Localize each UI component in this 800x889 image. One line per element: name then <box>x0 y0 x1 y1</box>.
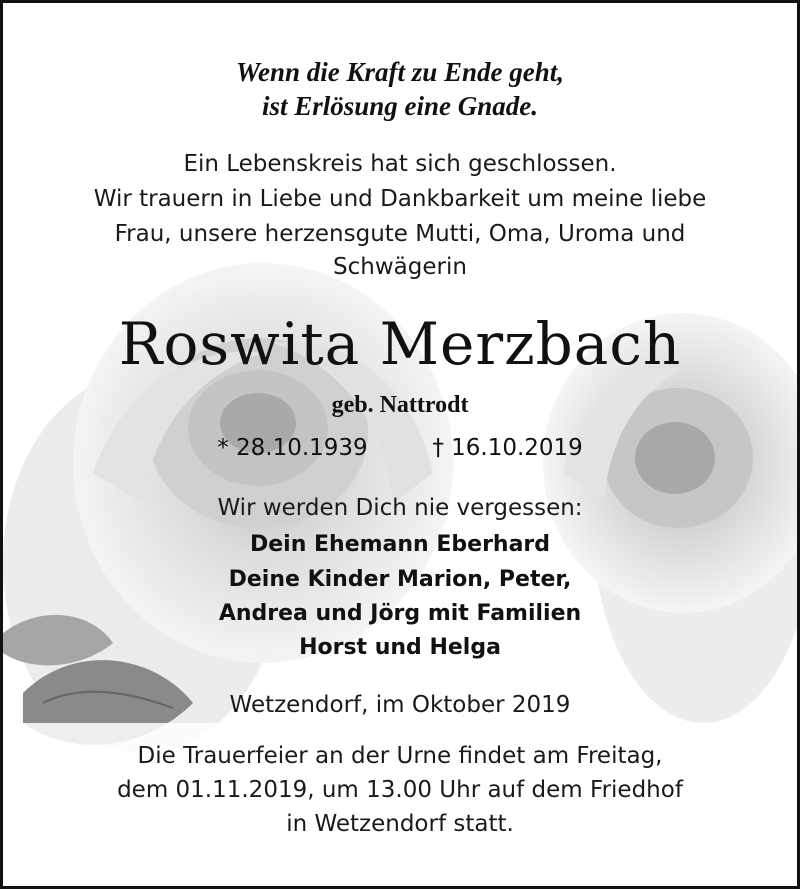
life-dates <box>3 433 797 463</box>
death-date: † 16.10.2019 <box>432 435 583 461</box>
funeral-line-1: Die Trauerfeier an der Urne findet am Freitag, <box>137 743 663 769</box>
mourner-line-1: Dein Ehemann Eberhard <box>249 532 551 557</box>
maiden-name: geb. Nattrodt <box>331 392 469 418</box>
motto-line-1: Wenn die Kraft zu Ende geht, <box>235 57 565 87</box>
mourner-line-4: Horst und Helga <box>299 635 501 660</box>
deceased-name: Roswita Merzbach <box>118 310 682 378</box>
intro-line-4: Schwägerin <box>333 254 467 280</box>
mourner-line-2: Deine Kinder Marion, Peter, <box>228 567 572 592</box>
intro-line-2: Wir trauern in Liebe und Dankbarkeit um meine liebe <box>93 186 707 212</box>
motto-line-2: ist Erlösung eine Gnade. <box>261 91 539 121</box>
birth-date: * 28.10.1939 <box>217 435 368 461</box>
intro-line-3: Frau, unsere herzensgute Mutti, Oma, Uroma und <box>114 221 686 247</box>
intro-line-1: Ein Lebenskreis hat sich geschlossen. <box>183 151 617 177</box>
place-and-date: Wetzendorf, im Oktober 2019 <box>229 692 571 718</box>
mourner-line-3: Andrea und Jörg mit Familien <box>218 601 582 626</box>
funeral-line-3: in Wetzendorf statt. <box>286 811 514 837</box>
funeral-line-2: dem 01.11.2019, um 13.00 Uhr auf dem Friedhof <box>117 777 683 803</box>
mourners-intro: Wir werden Dich nie vergessen: <box>217 495 583 521</box>
